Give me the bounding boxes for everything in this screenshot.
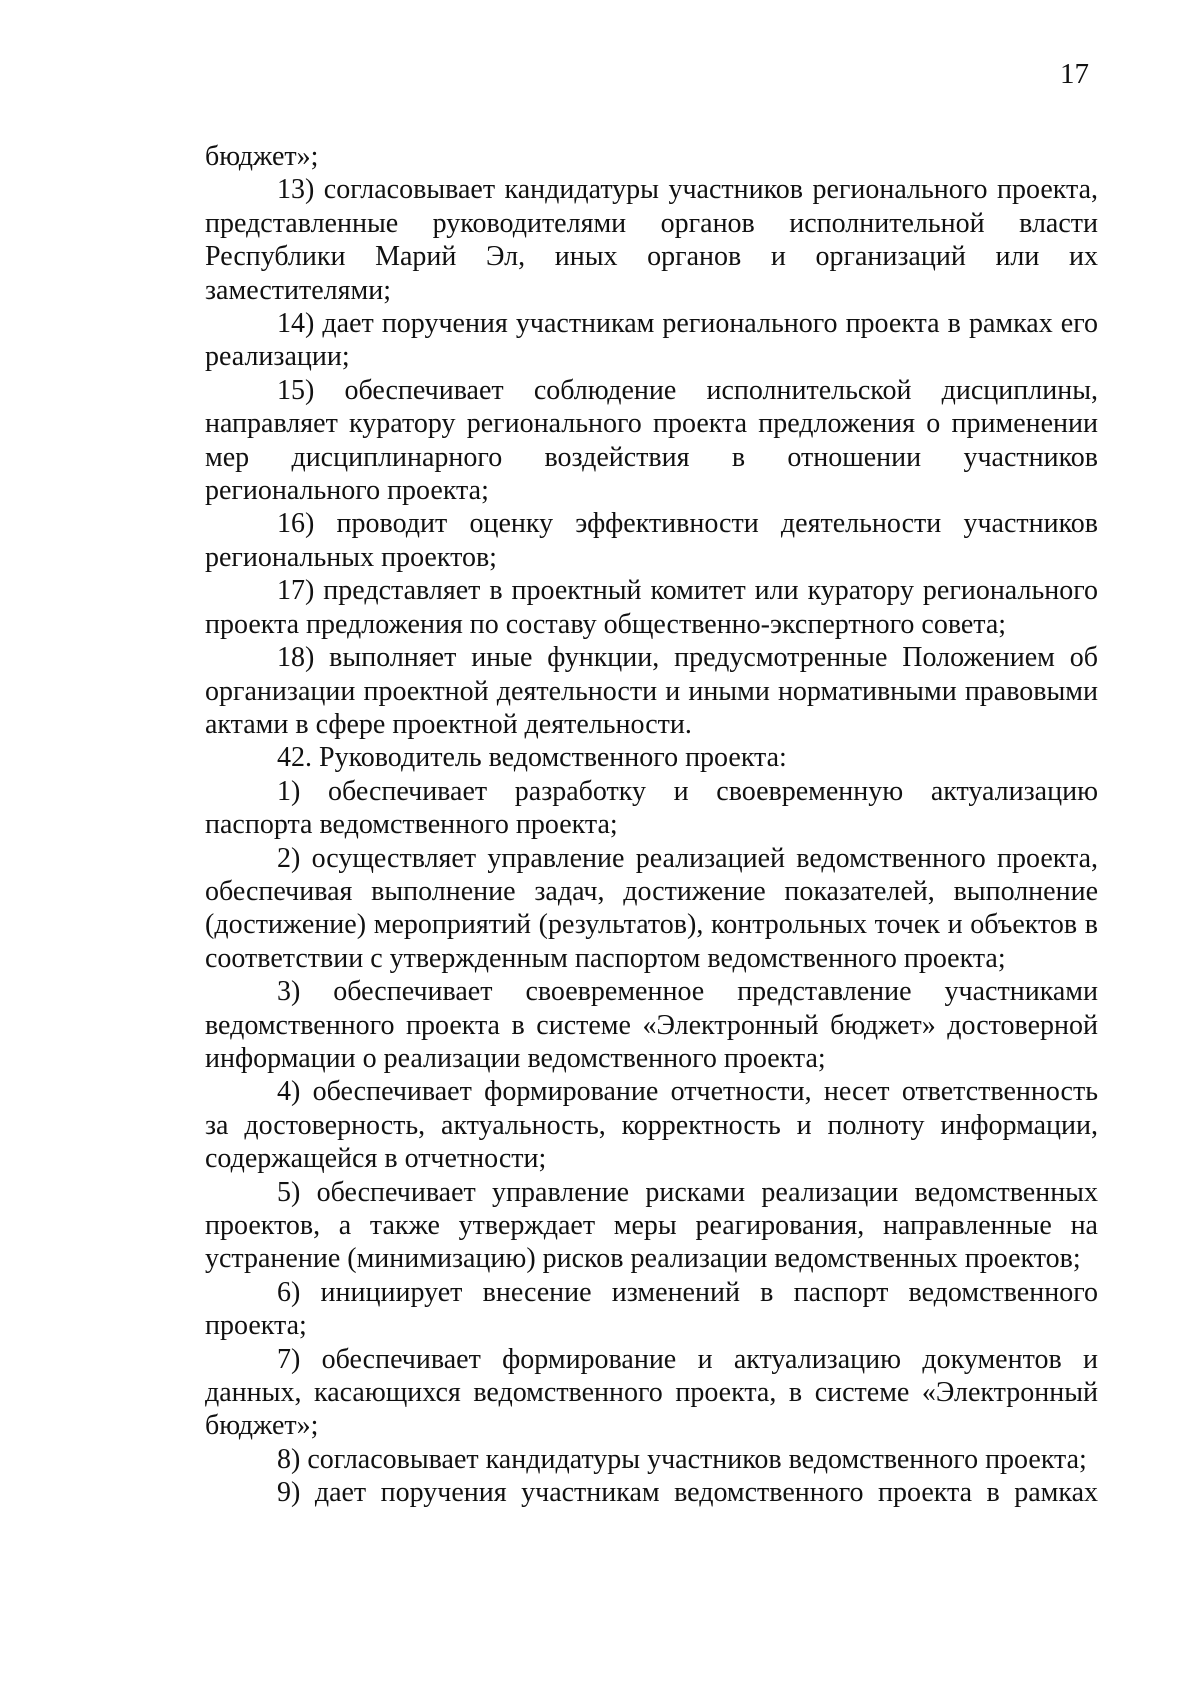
paragraph-continuation: бюджет»; <box>205 141 319 172</box>
list-item-4: 4) обеспечивает формирование отчетности, несет ответственность за достоверность, актуальность, корректность и полноту информации, содержащейся в отчетности; <box>205 1076 1098 1175</box>
list-item-13: 13) согласовывает кандидатуры участников регионального проекта, представленные руководителями органов исполнительной власти Республики Марий Эл, иных органов и организаций или их заместителями; <box>205 174 1098 306</box>
list-item-18: 18) выполняет иные функции, предусмотренные Положением об организации проектной деятельности и иными нормативными правовыми актами в сфере проектной деятельности. <box>205 642 1098 740</box>
document-body <box>205 140 1098 1510</box>
list-item-2: 2) осуществляет управление реализацией ведомственного проекта, обеспечивая выполнение задач, достижение показателей, выполнение (достижение) мероприятий (результатов), контрольных точек и объектов в соответствии с утвержденным паспортом ведомственного проекта; <box>205 842 1098 974</box>
list-item-17: 17) представляет в проектный комитет или куратору регионального проекта предложения по составу общественно-экспертного совета; <box>205 575 1098 640</box>
list-item-16: 16) проводит оценку эффективности деятельности участников региональных проектов; <box>205 508 1098 573</box>
page-number: 17 <box>1060 58 1089 90</box>
list-item-8: 8) согласовывает кандидатуры участников ведомственного проекта; <box>277 1443 1087 1475</box>
list-item-6: 6) инициирует внесение изменений в паспорт ведомственного проекта; <box>205 1276 1098 1342</box>
list-item-3: 3) обеспечивает своевременное представление участниками ведомственного проекта в системе «Электронный бюджет» достоверной информации о реализации ведомственного проекта; <box>205 976 1098 1074</box>
list-item-15: 15) обеспечивает соблюдение исполнительской дисциплины, направляет куратору регионального проекта предложения о применении мер дисциплинарного воздействия в отношении участников регионального проекта; <box>205 374 1098 507</box>
list-item-7: 7) обеспечивает формирование и актуализацию документов и данных, касающихся ведомственного проекта, в системе «Электронный бюджет»; <box>205 1343 1098 1442</box>
list-item-9: 9) дает поручения участникам ведомственного проекта в рамках <box>277 1477 1098 1509</box>
list-item-1: 1) обеспечивает разработку и своевременную актуализацию паспорта ведомственного проекта; <box>205 775 1098 841</box>
section-42-heading: 42. Руководитель ведомственного проекта: <box>277 742 787 774</box>
list-item-5: 5) обеспечивает управление рисками реализации ведомственных проектов, а также утверждает меры реагирования, направленные на устранение (минимизацию) рисков реализации ведомственных проектов; <box>205 1176 1098 1275</box>
list-item-14: 14) дает поручения участникам регионального проекта в рамках его реализации; <box>205 308 1098 373</box>
